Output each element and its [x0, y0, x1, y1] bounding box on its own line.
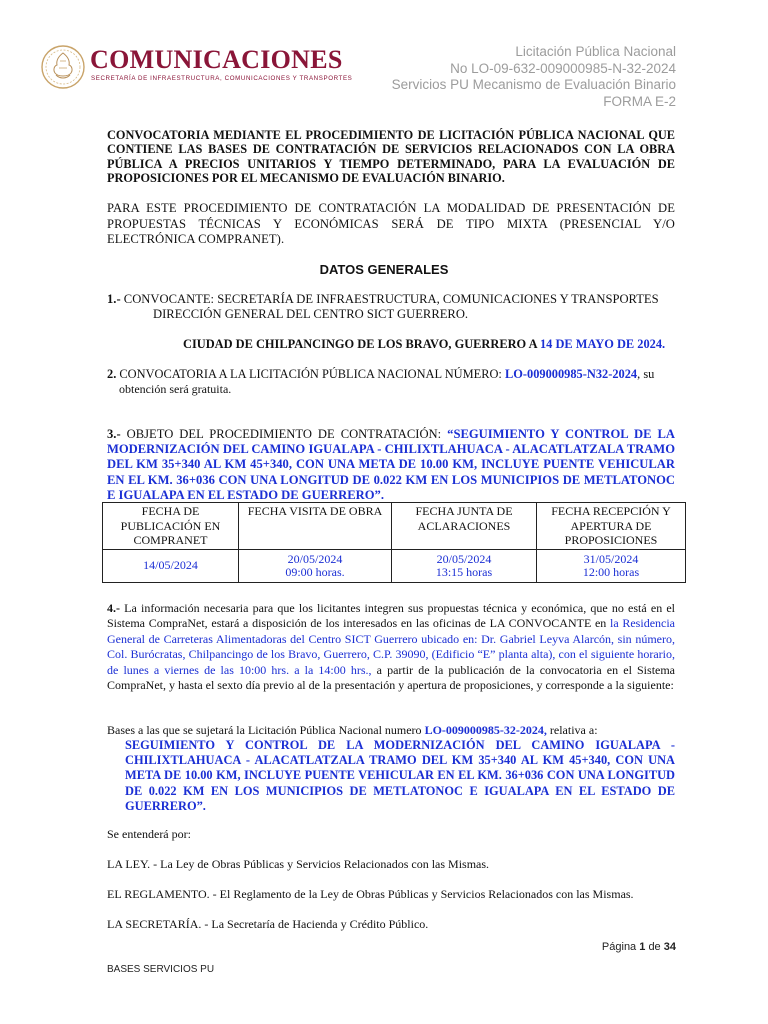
page-word: Página — [601, 941, 637, 953]
header-line: No LO-09-632-009000985-N-32-2024 — [450, 60, 676, 76]
item-convocatoria — [107, 367, 675, 397]
ciudad-date: 14 DE MAYO DE 2024. — [539, 337, 666, 351]
intro-paragraph — [107, 128, 675, 186]
table-cell — [392, 550, 537, 583]
convocatoria-text: CONVOCATORIA A LA LICITACIÓN PÚBLICA NACIONAL NÚMERO: — [119, 367, 502, 381]
bases-paragraph — [107, 723, 675, 814]
bases-code: LO-009000985-32-2024, — [424, 723, 547, 737]
footer-label: BASES SERVICIOS PU — [107, 964, 215, 975]
header-line: Servicios PU Mecanismo de Evaluación Binario — [391, 77, 676, 92]
convocante-text: CONVOCANTE: SECRETARÍA DE INFRAESTRUCTURA, COMUNICACIONES Y TRANSPORTES — [123, 292, 659, 306]
table-header: FECHA VISITA DE OBRA — [239, 503, 392, 550]
definition-reglamento: EL REGLAMENTO. - El Reglamento de la Ley de Obras Públicas y Servicios Relacionados con las Mismas. — [107, 887, 634, 901]
table-header-row — [103, 503, 686, 550]
cell-date: 31/05/2024 — [583, 551, 639, 566]
bases-object: SEGUIMIENTO Y CONTROL DE LA MODERNIZACIÓN DEL CAMINO IGUALAPA - CHILIXTLAHUACA - ALACATLATZALA TRAMO DEL KM 35+340 AL KM 45+340, CON UNA META DE 10.00 KM, INCLUYE PUENTE VEHICULAR EN EL KM. 36+036 CON UNA LONGITUD DE 0.022 KM EN LOS MUNICIPIOS DE METLATONOC E IGUALAPA EN EL ESTADO DE GUERRERO”. — [125, 738, 675, 813]
ciudad-fecha — [183, 337, 665, 352]
page-of: de — [648, 941, 661, 953]
bases-text: Bases a las que se sujetará la Licitación Pública Nacional numero — [107, 723, 422, 737]
table-cell — [537, 550, 686, 583]
cell-time: 13:15 horas — [435, 565, 493, 579]
item-number: 4.- — [107, 601, 120, 615]
page-total: 34 — [663, 941, 676, 953]
header-line: Licitación Pública Nacional — [515, 44, 676, 59]
document-header-info — [392, 44, 676, 110]
cell-date: 20/05/2024 — [287, 551, 343, 566]
informacion-text-b: a partir de la publicación de la convocatoria en el Sistema CompraNet, y hasta el sexto día previo al de la presentación y apertura de proposiciones, y corresponde a la siguiente: — [107, 662, 676, 693]
table-header: FECHA DE PUBLICACIÓN EN COMPRANET — [103, 503, 239, 550]
definition-secretaria: LA SECRETARÍA. - La Secretaría de Hacienda y Crédito Público. — [107, 917, 429, 931]
table-row — [103, 550, 686, 583]
informacion-text-a: La información necesaria para que los licitantes integren sus propuestas técnica y económica, que no está en el Sistema CompraNet, estará a disposición de los interesados en las oficinas de LA CONVOCANTE en — [107, 601, 676, 631]
page-current: 1 — [639, 941, 646, 953]
item-informacion — [107, 601, 675, 693]
logo — [40, 44, 353, 92]
definition-ley: LA LEY. - La Ley de Obras Públicas y Servicios Relacionados con las Mismas. — [107, 857, 490, 871]
table-cell — [103, 550, 239, 583]
licitacion-code: LO-009000985-N32-2024 — [504, 367, 638, 381]
objeto-label: OBJETO DEL PROCEDIMIENTO DE CONTRATACIÓN: — [126, 427, 442, 441]
section-title: DATOS GENERALES — [319, 262, 449, 277]
fechas-table — [102, 502, 686, 583]
ciudad-text: CIUDAD DE CHILPANCINGO DE LOS BRAVO, GUERRERO A — [183, 337, 537, 351]
table-header: FECHA RECEPCIÓN Y APERTURA DE PROPOSICIONES — [537, 503, 686, 550]
convocatoria-after: , su — [637, 367, 655, 381]
table-cell — [239, 550, 392, 583]
informacion-address: la Residencia General de Carreteras Alimentadoras del Centro SICT Guerrero ubicado en: Dr. Gabriel Leyva Alarcón, sin número, Col. Burócratas, Chilpancingo de los Bravo, Guerrero, C.P. 39090, (Edificio “E” planta alta), con el siguiente horario, de lunes a viernes de las 10:00 hrs. a la 14:00 hrs., — [107, 616, 676, 677]
convocatoria-line2: obtención será gratuita. — [119, 382, 232, 396]
logo-title: COMUNICACIONES — [90, 45, 343, 74]
national-seal-icon — [40, 44, 86, 90]
intro-text: CONVOCATORIA MEDIANTE EL PROCEDIMIENTO DE LICITACIÓN PÚBLICA NACIONAL QUE CONTIENE LAS BASES DE CONTRATACIÓN DE SERVICIOS RELACIONADOS CON LA OBRA PÚBLICA A PRECIOS UNITARIOS Y TIEMPO DETERMINADO, PARA LA EVALUACIÓN DE PROPOSICIONES POR EL MECANISMO DE EVALUACIÓN BINARIO. — [107, 128, 675, 186]
item-objeto — [107, 427, 675, 503]
bases-after: relativa a: — [549, 723, 598, 737]
item-number: 3.- — [107, 427, 121, 441]
page-number — [602, 941, 676, 953]
modalidad-text: PARA ESTE PROCEDIMIENTO DE CONTRATACIÓN LA MODALIDAD DE PRESENTACIÓN DE PROPUESTAS TÉCNICAS Y ECONÓMICAS SERÁ DE TIPO MIXTA (PRESENCIAL Y/O ELECTRÓNICA COMPRANET). — [107, 201, 675, 246]
cell-date: 14/05/2024 — [143, 558, 198, 573]
cell-time: 12:00 horas — [582, 565, 640, 579]
header-line: FORMA E-2 — [603, 93, 676, 109]
cell-time: 09:00 horas. — [285, 565, 345, 579]
table-header: FECHA JUNTA DE ACLARACIONES — [392, 503, 537, 550]
modalidad-paragraph — [107, 201, 675, 248]
definitions-intro: Se entenderá por: — [107, 827, 191, 841]
item-convocante — [107, 292, 675, 322]
item-number: 2. — [107, 367, 117, 381]
objeto-text: “SEGUIMIENTO Y CONTROL DE LA MODERNIZACIÓN DEL CAMINO IGUALAPA - CHILIXTLAHUACA - ALACATLATZALA TRAMO DEL KM 35+340 AL KM 45+340, CON UNA META DE 10.00 KM, INCLUYE PUENTE VEHICULAR EN EL KM. 36+036 CON UNA LONGITUD DE 0.022 KM EN LOS MUNICIPIOS DE METLATONOC E IGUALAPA EN EL ESTADO DE GUERRERO”. — [107, 427, 675, 502]
item-number: 1.- — [107, 292, 121, 306]
logo-subtitle: SECRETARÍA DE INFRAESTRUCTURA, COMUNICACIONES Y TRANSPORTES — [91, 75, 353, 82]
cell-date: 20/05/2024 — [436, 551, 492, 566]
convocante-direccion: DIRECCIÓN GENERAL DEL CENTRO SICT GUERRERO. — [153, 307, 469, 321]
